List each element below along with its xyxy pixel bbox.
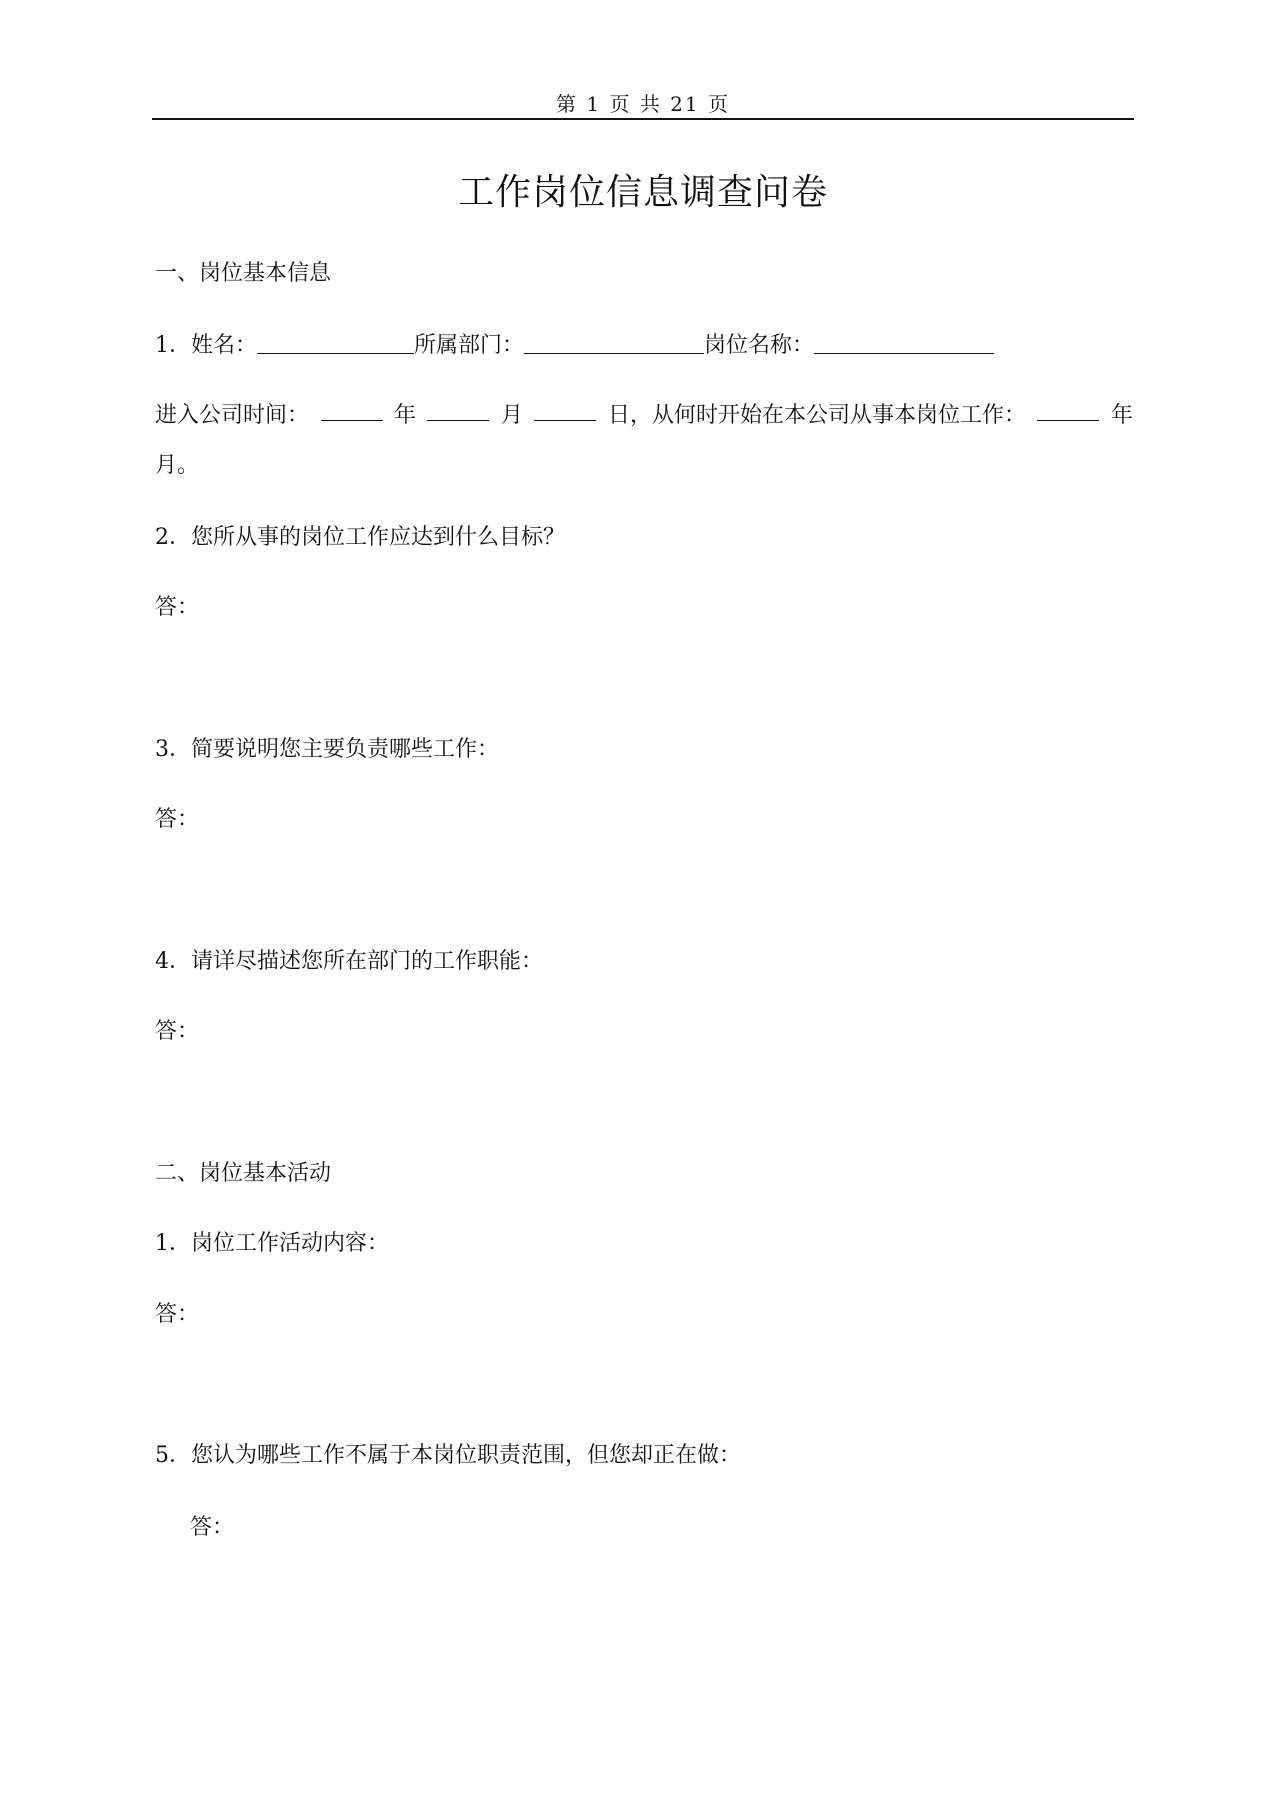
header-rule xyxy=(152,118,1134,120)
department-label: 所属部门： xyxy=(414,333,525,358)
s2-q5-question: 5．您认为哪些工作不属于本岗位职责范围，但您却正在做： xyxy=(155,1443,741,1468)
q2-answer-label: 答： xyxy=(155,595,200,620)
document-title: 工作岗位信息调查问卷 xyxy=(457,172,828,213)
q3-question: 3．简要说明您主要负责哪些工作： xyxy=(155,737,499,762)
name-blank[interactable] xyxy=(257,331,414,354)
q4-question: 4．请详尽描述您所在部门的工作职能： xyxy=(155,949,543,974)
q2-question: 2．您所从事的岗位工作应达到什么目标？ xyxy=(155,525,565,550)
section2-heading: 二、岗位基本活动 xyxy=(155,1161,332,1186)
entry-month-unit: 月 xyxy=(500,403,523,428)
page-header: 第 1 页 共 21 页 xyxy=(556,92,730,116)
since-year-blank[interactable] xyxy=(1037,398,1099,421)
s2-q1-question: 1．岗位工作活动内容： xyxy=(155,1231,389,1256)
entry-month-blank[interactable] xyxy=(427,398,489,421)
since-month-unit: 月。 xyxy=(155,453,200,478)
name-label: 1．姓名： xyxy=(155,333,257,358)
entry-day-blank[interactable] xyxy=(534,398,596,421)
entry-year-unit: 年 xyxy=(393,403,416,428)
entry-date-row xyxy=(155,398,1133,429)
s2-q5-answer-label: 答： xyxy=(190,1515,235,1540)
q4-answer-label: 答： xyxy=(155,1019,200,1044)
s2-q1-answer-label: 答： xyxy=(155,1302,200,1327)
q1-basic-info-row xyxy=(155,328,994,359)
q3-answer-label: 答： xyxy=(155,807,200,832)
post-name-label: 岗位名称： xyxy=(704,333,815,358)
since-label: 日，从何时开始在本公司从事本岗位工作： xyxy=(607,403,1026,428)
department-blank[interactable] xyxy=(524,331,704,354)
since-year-unit: 年 xyxy=(1110,403,1133,428)
post-name-blank[interactable] xyxy=(814,331,994,354)
entry-date-label: 进入公司时间： xyxy=(155,403,310,428)
section1-heading: 一、岗位基本信息 xyxy=(155,261,332,286)
entry-year-blank[interactable] xyxy=(321,398,383,421)
